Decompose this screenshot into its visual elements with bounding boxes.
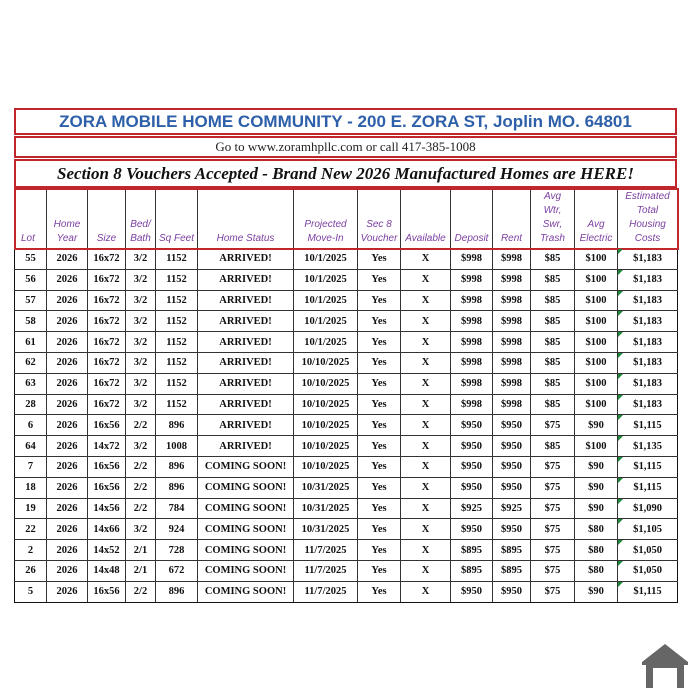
cell-total: $1,183	[618, 352, 678, 373]
cell-available: X	[401, 436, 451, 457]
cell-sqft: 728	[156, 540, 198, 561]
header-sq-feet: Sq Feet	[156, 189, 198, 249]
header-electric: Avg Electric	[575, 189, 618, 249]
cell-voucher: Yes	[358, 290, 401, 311]
cell-total: $1,183	[618, 249, 678, 270]
cell-rent: $950	[493, 415, 531, 436]
cell-sqft: 896	[156, 581, 198, 602]
cell-electric: $100	[575, 373, 618, 394]
table-row	[15, 560, 678, 581]
table-row	[15, 352, 678, 373]
cell-rent: $950	[493, 436, 531, 457]
cell-size: 16x72	[88, 269, 126, 290]
cell-available: X	[401, 373, 451, 394]
cell-voucher: Yes	[358, 456, 401, 477]
cell-available: X	[401, 581, 451, 602]
cell-lot: 2	[15, 540, 47, 561]
cell-utilities: $75	[531, 415, 575, 436]
homes-table	[14, 188, 678, 603]
cell-voucher: Yes	[358, 436, 401, 457]
cell-rent: $998	[493, 352, 531, 373]
cell-bed-bath: 3/2	[126, 519, 156, 540]
cell-deposit: $998	[451, 269, 493, 290]
cell-size: 16x56	[88, 477, 126, 498]
cell-size: 16x56	[88, 581, 126, 602]
cell-year: 2026	[47, 373, 88, 394]
cell-deposit: $895	[451, 540, 493, 561]
cell-status: COMING SOON!	[198, 519, 294, 540]
cell-lot: 55	[15, 249, 47, 270]
cell-total: $1,183	[618, 311, 678, 332]
header-home-year: Home Year	[47, 189, 88, 249]
table-row	[15, 436, 678, 457]
headline-banner: Section 8 Vouchers Accepted - Brand New 2026 Manufactured Homes are HERE!	[14, 159, 677, 188]
cell-total: $1,183	[618, 373, 678, 394]
cell-sqft: 1152	[156, 311, 198, 332]
cell-year: 2026	[47, 290, 88, 311]
cell-total: $1,115	[618, 456, 678, 477]
table-row	[15, 249, 678, 270]
cell-rent: $998	[493, 373, 531, 394]
cell-total: $1,115	[618, 477, 678, 498]
cell-sqft: 672	[156, 560, 198, 581]
cell-voucher: Yes	[358, 352, 401, 373]
cell-deposit: $950	[451, 477, 493, 498]
cell-utilities: $85	[531, 290, 575, 311]
table-row	[15, 373, 678, 394]
cell-voucher: Yes	[358, 394, 401, 415]
cell-available: X	[401, 477, 451, 498]
cell-total: $1,115	[618, 415, 678, 436]
cell-voucher: Yes	[358, 477, 401, 498]
cell-year: 2026	[47, 332, 88, 353]
cell-bed-bath: 3/2	[126, 311, 156, 332]
cell-lot: 64	[15, 436, 47, 457]
cell-rent: $998	[493, 269, 531, 290]
cell-move-in: 11/7/2025	[294, 540, 358, 561]
cell-bed-bath: 3/2	[126, 249, 156, 270]
table-row	[15, 269, 678, 290]
cell-size: 16x72	[88, 290, 126, 311]
cell-available: X	[401, 311, 451, 332]
cell-status: ARRIVED!	[198, 269, 294, 290]
cell-total: $1,105	[618, 519, 678, 540]
cell-electric: $90	[575, 581, 618, 602]
cell-size: 14x56	[88, 498, 126, 519]
cell-total: $1,135	[618, 436, 678, 457]
cell-available: X	[401, 394, 451, 415]
cell-utilities: $85	[531, 249, 575, 270]
cell-move-in: 10/1/2025	[294, 269, 358, 290]
cell-electric: $100	[575, 290, 618, 311]
cell-total: $1,090	[618, 498, 678, 519]
cell-utilities: $85	[531, 436, 575, 457]
cell-total: $1,183	[618, 332, 678, 353]
cell-year: 2026	[47, 456, 88, 477]
cell-sqft: 896	[156, 415, 198, 436]
cell-available: X	[401, 269, 451, 290]
cell-utilities: $75	[531, 540, 575, 561]
cell-size: 16x72	[88, 311, 126, 332]
cell-rent: $998	[493, 394, 531, 415]
cell-bed-bath: 2/2	[126, 498, 156, 519]
cell-sqft: 1152	[156, 290, 198, 311]
cell-voucher: Yes	[358, 373, 401, 394]
cell-available: X	[401, 560, 451, 581]
cell-status: ARRIVED!	[198, 249, 294, 270]
cell-electric: $100	[575, 269, 618, 290]
cell-rent: $998	[493, 311, 531, 332]
cell-utilities: $85	[531, 373, 575, 394]
cell-deposit: $998	[451, 249, 493, 270]
cell-sqft: 1152	[156, 394, 198, 415]
cell-deposit: $998	[451, 373, 493, 394]
cell-electric: $90	[575, 498, 618, 519]
cell-sqft: 1152	[156, 269, 198, 290]
cell-move-in: 10/1/2025	[294, 311, 358, 332]
cell-bed-bath: 3/2	[126, 332, 156, 353]
table-row	[15, 540, 678, 561]
table-row	[15, 415, 678, 436]
cell-status: ARRIVED!	[198, 373, 294, 394]
cell-deposit: $998	[451, 394, 493, 415]
cell-deposit: $950	[451, 581, 493, 602]
cell-total: $1,183	[618, 269, 678, 290]
cell-deposit: $998	[451, 332, 493, 353]
cell-electric: $100	[575, 332, 618, 353]
header-lot: Lot	[15, 189, 47, 249]
cell-electric: $100	[575, 436, 618, 457]
table-row	[15, 311, 678, 332]
cell-electric: $80	[575, 540, 618, 561]
cell-status: COMING SOON!	[198, 477, 294, 498]
cell-year: 2026	[47, 249, 88, 270]
cell-size: 14x52	[88, 540, 126, 561]
cell-year: 2026	[47, 560, 88, 581]
cell-utilities: $85	[531, 394, 575, 415]
page-title: ZORA MOBILE HOME COMMUNITY - 200 E. ZORA ST, Joplin MO. 64801	[14, 108, 677, 135]
cell-status: COMING SOON!	[198, 581, 294, 602]
cell-bed-bath: 3/2	[126, 290, 156, 311]
cell-move-in: 10/31/2025	[294, 498, 358, 519]
cell-rent: $895	[493, 540, 531, 561]
home-icon[interactable]	[640, 641, 690, 691]
cell-electric: $80	[575, 560, 618, 581]
cell-utilities: $75	[531, 519, 575, 540]
cell-lot: 18	[15, 477, 47, 498]
cell-status: ARRIVED!	[198, 311, 294, 332]
cell-electric: $100	[575, 394, 618, 415]
table-body	[15, 249, 678, 603]
cell-electric: $100	[575, 311, 618, 332]
cell-move-in: 10/31/2025	[294, 519, 358, 540]
cell-available: X	[401, 290, 451, 311]
header-home-status: Home Status	[198, 189, 294, 249]
cell-status: ARRIVED!	[198, 290, 294, 311]
cell-year: 2026	[47, 394, 88, 415]
table-row	[15, 477, 678, 498]
cell-utilities: $75	[531, 498, 575, 519]
header-bed-bath: Bed/ Bath	[126, 189, 156, 249]
cell-available: X	[401, 519, 451, 540]
cell-status: ARRIVED!	[198, 352, 294, 373]
cell-bed-bath: 3/2	[126, 373, 156, 394]
cell-electric: $80	[575, 519, 618, 540]
table-header-row	[15, 189, 678, 249]
cell-rent: $998	[493, 249, 531, 270]
cell-size: 16x72	[88, 332, 126, 353]
cell-utilities: $75	[531, 456, 575, 477]
cell-size: 16x72	[88, 249, 126, 270]
cell-status: ARRIVED!	[198, 332, 294, 353]
cell-electric: $90	[575, 415, 618, 436]
cell-deposit: $998	[451, 352, 493, 373]
cell-voucher: Yes	[358, 269, 401, 290]
cell-total: $1,183	[618, 394, 678, 415]
cell-utilities: $85	[531, 352, 575, 373]
cell-deposit: $950	[451, 415, 493, 436]
header-voucher: Sec 8 Voucher	[358, 189, 401, 249]
cell-move-in: 11/7/2025	[294, 560, 358, 581]
header-deposit: Deposit	[451, 189, 493, 249]
cell-status: ARRIVED!	[198, 415, 294, 436]
cell-available: X	[401, 332, 451, 353]
cell-bed-bath: 2/2	[126, 415, 156, 436]
cell-status: COMING SOON!	[198, 456, 294, 477]
cell-status: ARRIVED!	[198, 436, 294, 457]
cell-voucher: Yes	[358, 519, 401, 540]
cell-available: X	[401, 415, 451, 436]
cell-sqft: 896	[156, 456, 198, 477]
cell-size: 16x72	[88, 394, 126, 415]
cell-lot: 5	[15, 581, 47, 602]
cell-status: COMING SOON!	[198, 560, 294, 581]
cell-lot: 19	[15, 498, 47, 519]
table-row	[15, 498, 678, 519]
listing-sheet	[14, 108, 677, 603]
table-row	[15, 456, 678, 477]
header-rent: Rent	[493, 189, 531, 249]
cell-size: 16x72	[88, 352, 126, 373]
cell-year: 2026	[47, 519, 88, 540]
cell-rent: $950	[493, 581, 531, 602]
table-row	[15, 332, 678, 353]
header-size: Size	[88, 189, 126, 249]
cell-bed-bath: 2/2	[126, 581, 156, 602]
cell-deposit: $998	[451, 311, 493, 332]
cell-move-in: 10/10/2025	[294, 456, 358, 477]
cell-sqft: 1152	[156, 373, 198, 394]
cell-voucher: Yes	[358, 332, 401, 353]
cell-sqft: 896	[156, 477, 198, 498]
cell-lot: 62	[15, 352, 47, 373]
cell-voucher: Yes	[358, 581, 401, 602]
cell-rent: $895	[493, 560, 531, 581]
contact-line: Go to www.zoramhpllc.com or call 417-385-1008	[14, 136, 677, 158]
cell-move-in: 10/10/2025	[294, 436, 358, 457]
cell-utilities: $85	[531, 269, 575, 290]
cell-voucher: Yes	[358, 498, 401, 519]
cell-rent: $950	[493, 456, 531, 477]
header-utilities: Avg Wtr, Swr, Trash	[531, 189, 575, 249]
cell-sqft: 784	[156, 498, 198, 519]
cell-bed-bath: 2/1	[126, 560, 156, 581]
cell-size: 14x48	[88, 560, 126, 581]
cell-lot: 6	[15, 415, 47, 436]
cell-sqft: 1152	[156, 352, 198, 373]
cell-year: 2026	[47, 498, 88, 519]
cell-deposit: $895	[451, 560, 493, 581]
cell-voucher: Yes	[358, 560, 401, 581]
table-row	[15, 581, 678, 602]
cell-total: $1,050	[618, 540, 678, 561]
cell-rent: $925	[493, 498, 531, 519]
cell-rent: $998	[493, 332, 531, 353]
cell-deposit: $950	[451, 436, 493, 457]
cell-available: X	[401, 352, 451, 373]
cell-electric: $90	[575, 456, 618, 477]
cell-year: 2026	[47, 352, 88, 373]
cell-move-in: 10/10/2025	[294, 415, 358, 436]
cell-sqft: 1152	[156, 332, 198, 353]
cell-year: 2026	[47, 436, 88, 457]
table-row	[15, 290, 678, 311]
cell-move-in: 10/31/2025	[294, 477, 358, 498]
cell-rent: $950	[493, 477, 531, 498]
cell-size: 14x66	[88, 519, 126, 540]
cell-bed-bath: 3/2	[126, 269, 156, 290]
cell-status: COMING SOON!	[198, 540, 294, 561]
cell-bed-bath: 2/2	[126, 456, 156, 477]
cell-year: 2026	[47, 581, 88, 602]
cell-available: X	[401, 456, 451, 477]
cell-move-in: 10/1/2025	[294, 249, 358, 270]
cell-year: 2026	[47, 540, 88, 561]
cell-available: X	[401, 249, 451, 270]
cell-utilities: $85	[531, 332, 575, 353]
cell-rent: $950	[493, 519, 531, 540]
cell-lot: 26	[15, 560, 47, 581]
cell-lot: 63	[15, 373, 47, 394]
cell-bed-bath: 3/2	[126, 394, 156, 415]
cell-utilities: $85	[531, 311, 575, 332]
cell-total: $1,183	[618, 290, 678, 311]
cell-sqft: 924	[156, 519, 198, 540]
cell-deposit: $950	[451, 519, 493, 540]
cell-voucher: Yes	[358, 249, 401, 270]
cell-lot: 7	[15, 456, 47, 477]
cell-deposit: $925	[451, 498, 493, 519]
cell-status: COMING SOON!	[198, 498, 294, 519]
cell-lot: 56	[15, 269, 47, 290]
cell-total: $1,115	[618, 581, 678, 602]
cell-electric: $100	[575, 352, 618, 373]
cell-lot: 28	[15, 394, 47, 415]
cell-total: $1,050	[618, 560, 678, 581]
cell-voucher: Yes	[358, 415, 401, 436]
cell-move-in: 11/7/2025	[294, 581, 358, 602]
cell-move-in: 10/1/2025	[294, 290, 358, 311]
cell-year: 2026	[47, 269, 88, 290]
cell-deposit: $950	[451, 456, 493, 477]
cell-move-in: 10/10/2025	[294, 352, 358, 373]
cell-lot: 58	[15, 311, 47, 332]
cell-move-in: 10/10/2025	[294, 394, 358, 415]
cell-size: 14x72	[88, 436, 126, 457]
cell-utilities: $75	[531, 581, 575, 602]
cell-year: 2026	[47, 415, 88, 436]
header-move-in: Projected Move-In	[294, 189, 358, 249]
cell-bed-bath: 3/2	[126, 352, 156, 373]
cell-rent: $998	[493, 290, 531, 311]
cell-voucher: Yes	[358, 311, 401, 332]
cell-size: 16x56	[88, 415, 126, 436]
cell-bed-bath: 3/2	[126, 436, 156, 457]
cell-utilities: $75	[531, 477, 575, 498]
cell-lot: 22	[15, 519, 47, 540]
cell-electric: $100	[575, 249, 618, 270]
cell-electric: $90	[575, 477, 618, 498]
cell-status: ARRIVED!	[198, 394, 294, 415]
cell-voucher: Yes	[358, 540, 401, 561]
cell-available: X	[401, 498, 451, 519]
cell-deposit: $998	[451, 290, 493, 311]
table-row	[15, 394, 678, 415]
cell-lot: 61	[15, 332, 47, 353]
cell-sqft: 1008	[156, 436, 198, 457]
table-row	[15, 519, 678, 540]
cell-bed-bath: 2/2	[126, 477, 156, 498]
cell-available: X	[401, 540, 451, 561]
cell-move-in: 10/1/2025	[294, 332, 358, 353]
cell-bed-bath: 2/1	[126, 540, 156, 561]
cell-move-in: 10/10/2025	[294, 373, 358, 394]
cell-sqft: 1152	[156, 249, 198, 270]
header-available: Available	[401, 189, 451, 249]
cell-year: 2026	[47, 311, 88, 332]
cell-size: 16x56	[88, 456, 126, 477]
cell-utilities: $75	[531, 560, 575, 581]
cell-size: 16x72	[88, 373, 126, 394]
cell-year: 2026	[47, 477, 88, 498]
header-total: Estimated Total Housing Costs	[618, 189, 678, 249]
cell-lot: 57	[15, 290, 47, 311]
